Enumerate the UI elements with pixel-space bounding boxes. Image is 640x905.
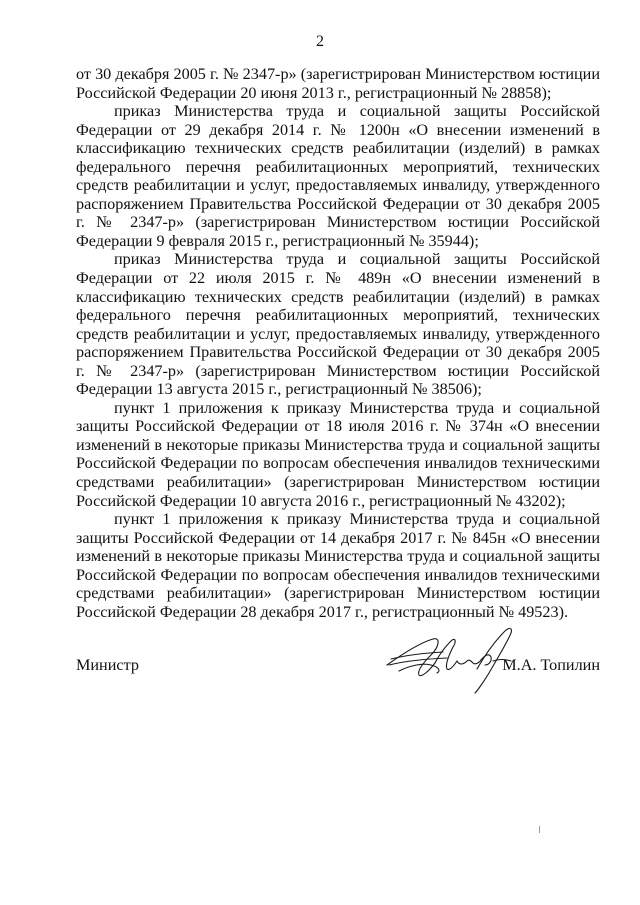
signer-name: М.А. Топилин: [502, 656, 600, 674]
paragraph-order-845n: пункт 1 приложения к приказу Министерства труда и социальной защиты Российской Федерации от 14 декабря 2017 г. № 845н «О внесении изменений в некоторые приказы Министерства труда и социальной защиты Российской Федерации по вопросам обеспечения инвалидов техническими средствами реабилитации» (зарегистрирован Министерством юстиции Российской Федерации 28 декабря 2017 г., регистрационный № 49523).: [76, 510, 600, 621]
handwritten-signature: [381, 625, 521, 697]
paragraph-continuation: от 30 декабря 2005 г. № 2347-р» (зарегистрирован Министерством юстиции Российской Федерации 20 июня 2013 г., регистрационный № 28858);: [76, 65, 600, 102]
paragraph-order-489n: приказ Министерства труда и социальной защиты Российской Федерации от 22 июля 2015 г. № 489н «О внесении изменений в классификацию технических средств реабилитации (изделий) в рамках федерального перечня реабилитационных мероприятий, технических средств реабилитации и услуг, предоставляемых инвалиду, утвержденного распоряжением Правительства Российской Федерации от 30 декабря 2005 г. № 2347-р» (зарегистрирован Министерством юстиции Российской Федерации 13 августа 2015 г., регистрационный № 38506);: [76, 250, 600, 399]
page-number: 2: [316, 33, 324, 50]
paragraph-order-1200n: приказ Министерства труда и социальной защиты Российской Федерации от 29 декабря 2014 г. № 1200н «О внесении изменений в классификацию технических средств реабилитации (изделий) в рамках федерального перечня реабилитационных мероприятий, технических средств реабилитации и услуг, предоставляемых инвалиду, утвержденного распоряжением Правительства Российской Федерации от 30 декабря 2005 г. № 2347-р» (зарегистрирован Министерством юстиции Российской Федерации 9 февраля 2015 г., регистрационный № 35944);: [76, 102, 600, 250]
signature-block: [76, 650, 600, 680]
paragraph-order-374n: пункт 1 приложения к приказу Министерства труда и социальной защиты Российской Федерации от 18 июля 2016 г. № 374н «О внесении изменений в некоторые приказы Министерства труда и социальной защиты Российской Федерации по вопросам обеспечения инвалидов техническими средствами реабилитации» (зарегистрирован Министерством юстиции Российской Федерации 10 августа 2016 г., регистрационный № 43202);: [76, 398, 600, 510]
document-body: [76, 65, 600, 621]
signer-title: Министр: [76, 656, 139, 674]
scan-artifact: [539, 826, 540, 833]
